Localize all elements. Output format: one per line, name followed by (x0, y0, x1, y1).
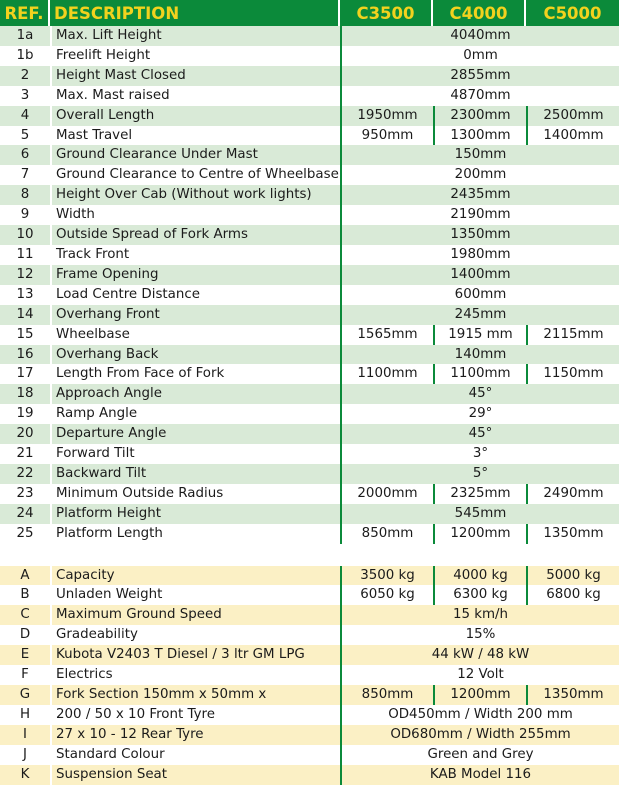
table-row (0, 524, 619, 544)
row-value-all-models: 200mm (340, 165, 619, 185)
row-description: Track Front (50, 245, 340, 265)
row-value-all-models: OD450mm / Width 200 mm (340, 705, 619, 725)
table-row (0, 566, 619, 586)
row-value-all-models: 44 kW / 48 kW (340, 645, 619, 665)
row-value-all-models: 150mm (340, 145, 619, 165)
header-ref: REF. (0, 0, 50, 26)
row-value-model-2: 4000 kg (433, 566, 526, 586)
row-description: 27 x 10 - 12 Rear Tyre (50, 725, 340, 745)
row-ref: 4 (0, 106, 50, 126)
row-description: Width (50, 205, 340, 225)
table-row (0, 126, 619, 146)
row-ref: K (0, 765, 50, 785)
row-value-model-3: 5000 kg (526, 566, 619, 586)
row-value-model-2: 1300mm (433, 126, 526, 146)
row-ref: C (0, 605, 50, 625)
row-ref: 14 (0, 305, 50, 325)
row-value-all-models: 12 Volt (340, 665, 619, 685)
table-row (0, 325, 619, 345)
row-value-all-models: 0mm (340, 46, 619, 66)
row-description: Freelift Height (50, 46, 340, 66)
row-value-model-1: 850mm (340, 685, 433, 705)
table-row (0, 106, 619, 126)
row-description: Capacity (50, 566, 340, 586)
row-ref: 8 (0, 185, 50, 205)
row-description: Overall Length (50, 106, 340, 126)
row-value-model-2: 1100mm (433, 364, 526, 384)
spec-table-2 (0, 566, 619, 785)
row-description: Departure Angle (50, 424, 340, 444)
row-description: Max. Mast raised (50, 86, 340, 106)
row-ref: 21 (0, 444, 50, 464)
row-description: 200 / 50 x 10 Front Tyre (50, 705, 340, 725)
table-row (0, 145, 619, 165)
row-value-all-models: Green and Grey (340, 745, 619, 765)
row-ref: J (0, 745, 50, 765)
row-value-model-3: 6800 kg (526, 585, 619, 605)
table-row (0, 364, 619, 384)
row-description: Unladen Weight (50, 585, 340, 605)
row-value-all-models: OD680mm / Width 255mm (340, 725, 619, 745)
row-ref: 5 (0, 126, 50, 146)
table-row (0, 585, 619, 605)
row-value-model-3: 1400mm (526, 126, 619, 146)
row-description: Wheelbase (50, 325, 340, 345)
table-row (0, 685, 619, 705)
table-row (0, 665, 619, 685)
row-ref: 1a (0, 26, 50, 46)
row-description: Minimum Outside Radius (50, 484, 340, 504)
row-value-all-models: 15 km/h (340, 605, 619, 625)
table-row (0, 265, 619, 285)
row-value-all-models: 15% (340, 625, 619, 645)
row-value-model-2: 2300mm (433, 106, 526, 126)
header-model-c5000: C5000 (526, 0, 619, 26)
row-value-all-models: 4040mm (340, 26, 619, 46)
row-value-all-models: 2855mm (340, 66, 619, 86)
header-model-c3500: C3500 (340, 0, 433, 26)
row-description: Ground Clearance to Centre of Wheelbase (50, 165, 340, 185)
row-description: Overhang Back (50, 345, 340, 365)
row-value-all-models: 4870mm (340, 86, 619, 106)
row-value-all-models: 245mm (340, 305, 619, 325)
row-value-all-models: 545mm (340, 504, 619, 524)
table-row (0, 66, 619, 86)
row-description: Standard Colour (50, 745, 340, 765)
row-value-model-3: 1350mm (526, 685, 619, 705)
row-value-model-1: 2000mm (340, 484, 433, 504)
row-description: Load Centre Distance (50, 285, 340, 305)
row-description: Suspension Seat (50, 765, 340, 785)
row-ref: 10 (0, 225, 50, 245)
row-value-model-1: 6050 kg (340, 585, 433, 605)
row-description: Forward Tilt (50, 444, 340, 464)
row-description: Kubota V2403 T Diesel / 3 ltr GM LPG (50, 645, 340, 665)
row-value-model-1: 950mm (340, 126, 433, 146)
row-description: Length From Face of Fork (50, 364, 340, 384)
table-header (0, 0, 619, 26)
table-row (0, 765, 619, 785)
row-description: Maximum Ground Speed (50, 605, 340, 625)
table-row (0, 384, 619, 404)
row-value-all-models: 45° (340, 424, 619, 444)
row-ref: D (0, 625, 50, 645)
row-ref: B (0, 585, 50, 605)
table-row (0, 424, 619, 444)
row-ref: 22 (0, 464, 50, 484)
row-description: Mast Travel (50, 126, 340, 146)
table-row (0, 484, 619, 504)
row-ref: H (0, 705, 50, 725)
table-row (0, 46, 619, 66)
row-value-model-2: 1200mm (433, 524, 526, 544)
row-value-all-models: 140mm (340, 345, 619, 365)
row-value-all-models: 1980mm (340, 245, 619, 265)
table-row (0, 345, 619, 365)
header-description: DESCRIPTION (50, 0, 340, 26)
table-row (0, 404, 619, 424)
table-row (0, 605, 619, 625)
table-row (0, 225, 619, 245)
row-ref: 15 (0, 325, 50, 345)
row-ref: 18 (0, 384, 50, 404)
row-value-all-models: 3° (340, 444, 619, 464)
row-description: Frame Opening (50, 265, 340, 285)
row-value-all-models: 45° (340, 384, 619, 404)
table-row (0, 165, 619, 185)
row-description: Fork Section 150mm x 50mm x (50, 685, 340, 705)
row-value-model-3: 2500mm (526, 106, 619, 126)
row-ref: 1b (0, 46, 50, 66)
table-row (0, 444, 619, 464)
row-description: Outside Spread of Fork Arms (50, 225, 340, 245)
row-value-model-1: 1565mm (340, 325, 433, 345)
row-ref: 20 (0, 424, 50, 444)
table-row (0, 26, 619, 46)
row-ref: 19 (0, 404, 50, 424)
row-value-model-3: 1150mm (526, 364, 619, 384)
row-value-model-3: 2490mm (526, 484, 619, 504)
row-description: Height Over Cab (Without work lights) (50, 185, 340, 205)
row-description: Height Mast Closed (50, 66, 340, 86)
row-value-model-1: 1950mm (340, 106, 433, 126)
row-ref: E (0, 645, 50, 665)
table-row (0, 725, 619, 745)
table-row (0, 645, 619, 665)
row-description: Platform Height (50, 504, 340, 524)
table-row (0, 245, 619, 265)
table-row (0, 504, 619, 524)
row-value-all-models: KAB Model 116 (340, 765, 619, 785)
row-ref: A (0, 566, 50, 586)
row-value-all-models: 1400mm (340, 265, 619, 285)
row-description: Platform Length (50, 524, 340, 544)
row-value-model-2: 1200mm (433, 685, 526, 705)
table-row (0, 625, 619, 645)
row-value-all-models: 600mm (340, 285, 619, 305)
row-value-all-models: 2435mm (340, 185, 619, 205)
table-row (0, 745, 619, 765)
row-ref: 9 (0, 205, 50, 225)
header-model-c4000: C4000 (433, 0, 526, 26)
row-ref: 24 (0, 504, 50, 524)
row-value-model-3: 2115mm (526, 325, 619, 345)
row-description: Approach Angle (50, 384, 340, 404)
table-row (0, 86, 619, 106)
row-value-model-1: 850mm (340, 524, 433, 544)
row-ref: I (0, 725, 50, 745)
section-gap (0, 544, 619, 566)
row-value-model-2: 1915 mm (433, 325, 526, 345)
row-value-model-2: 2325mm (433, 484, 526, 504)
row-ref: 16 (0, 345, 50, 365)
row-value-model-1: 1100mm (340, 364, 433, 384)
row-ref: G (0, 685, 50, 705)
row-ref: 23 (0, 484, 50, 504)
table-row (0, 205, 619, 225)
row-ref: 7 (0, 165, 50, 185)
table-row (0, 185, 619, 205)
row-ref: 12 (0, 265, 50, 285)
row-description: Max. Lift Height (50, 26, 340, 46)
performance-section (0, 566, 619, 785)
table-row (0, 464, 619, 484)
row-description: Gradeability (50, 625, 340, 645)
row-value-all-models: 5° (340, 464, 619, 484)
row-description: Electrics (50, 665, 340, 685)
row-description: Ramp Angle (50, 404, 340, 424)
table-row (0, 705, 619, 725)
row-ref: 17 (0, 364, 50, 384)
row-description: Backward Tilt (50, 464, 340, 484)
row-value-model-3: 1350mm (526, 524, 619, 544)
row-description: Overhang Front (50, 305, 340, 325)
row-value-all-models: 29° (340, 404, 619, 424)
row-value-model-2: 6300 kg (433, 585, 526, 605)
row-value-all-models: 2190mm (340, 205, 619, 225)
row-ref: F (0, 665, 50, 685)
row-ref: 2 (0, 66, 50, 86)
row-ref: 11 (0, 245, 50, 265)
row-ref: 25 (0, 524, 50, 544)
table-row (0, 285, 619, 305)
row-ref: 13 (0, 285, 50, 305)
dimensions-section (0, 26, 619, 544)
row-description: Ground Clearance Under Mast (50, 145, 340, 165)
row-value-model-1: 3500 kg (340, 566, 433, 586)
row-ref: 3 (0, 86, 50, 106)
row-value-all-models: 1350mm (340, 225, 619, 245)
row-ref: 6 (0, 145, 50, 165)
table-row (0, 305, 619, 325)
